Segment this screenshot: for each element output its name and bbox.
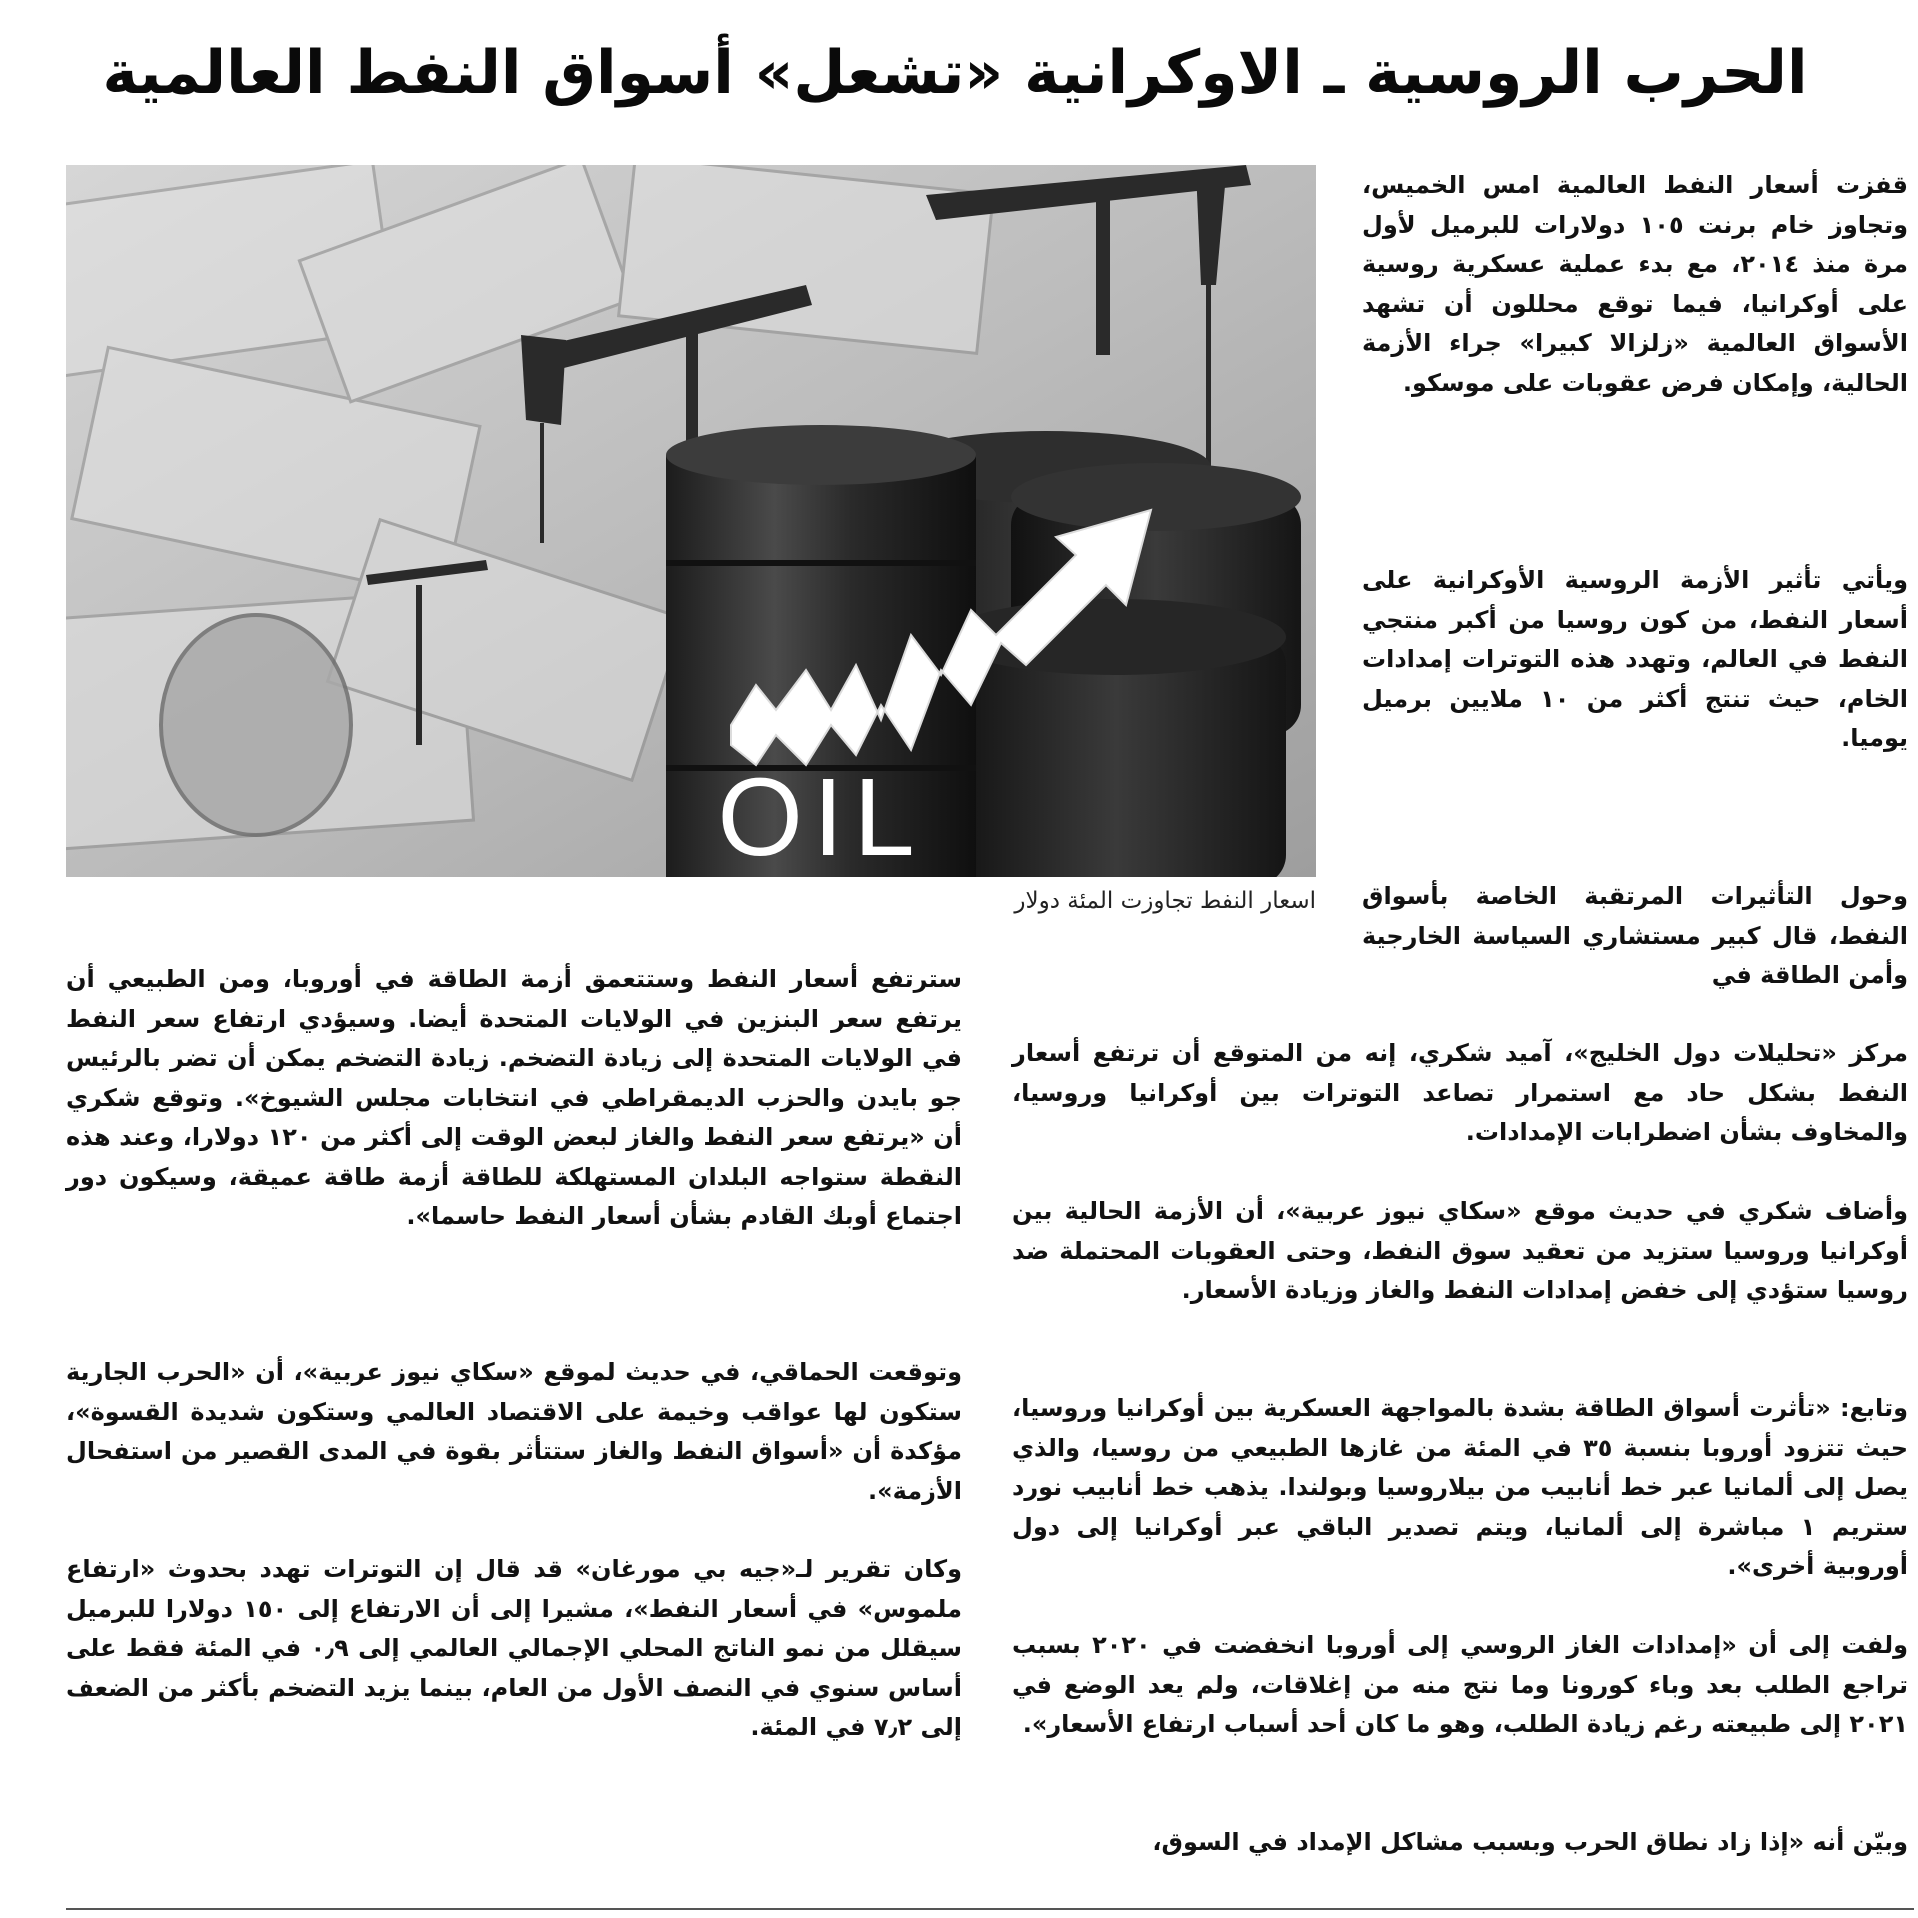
paragraph-5: وأضاف شكري في حديث موقع «سكاي نيوز عربية»، أن الأزمة الحالية بين أوكرانيا وروسيا ستزيد من تعقيد سوق النفط، وحتى العقوبات المحتملة ضد روسيا ستؤدي إلى خفض إمدادات النفط والغاز وزيادة الأسعار. <box>1012 1197 1908 1304</box>
photo-caption: اسعار النفط تجاوزت المئة دولار <box>1014 888 1316 914</box>
paragraph-7: ولفت إلى أن «إمدادات الغاز الروسي إلى أوروبا انخفضت في ٢٠٢٠ بسبب تراجع الطلب بعد وباء كورونا وما نتج منه من إغلاقات، ولم يعد الوضع في ٢٠٢١ إلى طبيعته رغم زيادة الطلب، وهو ما كان أحد أسباب ارتفاع الأسعار». <box>1012 1631 1908 1738</box>
paragraph-4: مركز «تحليلات دول الخليج»، آميد شكري، إنه من المتوقع أن ترتفع أسعار النفط بشكل حاد مع استمرار تصاعد التوترات بين أوكرانيا وروسيا، والمخاوف بشأن اضطرابات الإمدادات. <box>1012 1039 1908 1146</box>
paragraph-9: سترتفع أسعار النفط وستتعمق أزمة الطاقة في أوروبا، ومن الطبيعي أن يرتفع سعر البنزين في الولايات المتحدة أيضا. وسيؤدي ارتفاع سعر النفط في الولايات المتحدة إلى زيادة التضخم. زيادة التضخم يمكن أن تضر بالرئيس جو بايدن والحزب الديمقراطي في انتخابات مجلس الشيوخ». وتوقع شكري أن «يرتفع سعر النفط والغاز لبعض الوقت إلى أكثر من ١٢٠ دولارا، وعند هذه النقطة ستواجه البلدان المستهلكة للطاقة أزمة طاقة عميقة، وسيكون دور اجتماع أوبك القادم بشأن أسعار النفط حاسما». <box>66 965 962 1230</box>
paragraph-8: وبيّن أنه «إذا زاد نطاق الحرب وبسبب مشاكل الإمداد في السوق، <box>1152 1828 1908 1856</box>
barrel-oil-label: OIL <box>717 756 925 877</box>
article-photo <box>66 165 1316 877</box>
paragraph-6: وتابع: «تأثرت أسواق الطاقة بشدة بالمواجهة العسكرية بين أوكرانيا وروسيا، حيث تتزود أوروبا بنسبة ٣٥ في المئة من غازها الطبيعي من روسيا، والذي يصل إلى ألمانيا عبر خط أنابيب من بيلاروسيا وبولندا. يذهب خط أنابيب نورد ستريم ١ مباشرة إلى ألمانيا، ويتم تصدير الباقي عبر أوكرانيا إلى دول أوروبية أخرى». <box>1012 1394 1908 1580</box>
article-headline: الحرب الروسية ـ الاوكرانية «تشعل» أسواق النفط العالمية <box>102 38 1808 108</box>
paragraph-10: وتوقعت الحماقي، في حديث لموقع «سكاي نيوز عربية»، أن «الحرب الجارية ستكون لها عواقب وخيمة على الاقتصاد العالمي وستكون شديدة القسوة»، مؤكدة أن «أسواق النفط والغاز ستتأثر بقوة في المدى القصير من استفحال الأزمة». <box>66 1358 962 1505</box>
paragraph-3: وحول التأثيرات المرتقبة الخاصة بأسواق النفط، قال كبير مستشاري السياسة الخارجية وأمن الطاقة في <box>1362 882 1908 989</box>
paragraph-1: قفزت أسعار النفط العالمية امس الخميس، وتجاوز خام برنت ١٠٥ دولارات للبرميل لأول مرة منذ ٢٠١٤، مع بدء عملية عسكرية روسية على أوكرانيا، فيما توقع محللون أن تشهد الأسواق العالمية «زلزالا كبيرا» جراء الأزمة الحالية، وإمكان فرض عقوبات على موسكو. <box>1362 171 1908 397</box>
bottom-divider <box>66 1908 1914 1910</box>
paragraph-11: وكان تقرير لـ«جيه بي مورغان» قد قال إن التوترات تهدد بحدوث «ارتفاع ملموس» في أسعار النفط»، مشيرا إلى أن الارتفاع إلى ١٥٠ دولارا للبرميل سيقلل من نمو الناتج المحلي الإجمالي العالمي إلى ٠٫٩ في المئة فقط على أساس سنوي في النصف الأول من العام، بينما يزيد التضخم بأكثر من الضعف إلى ٧٫٢ في المئة. <box>66 1555 963 1741</box>
paragraph-2: ويأتي تأثير الأزمة الروسية الأوكرانية على أسعار النفط، من كون روسيا من أكبر منتجي النفط في العالم، وتهدد هذه التوترات إمدادات الخام، حيث تنتج أكثر من ١٠ ملايين برميل يوميا. <box>1362 566 1908 752</box>
